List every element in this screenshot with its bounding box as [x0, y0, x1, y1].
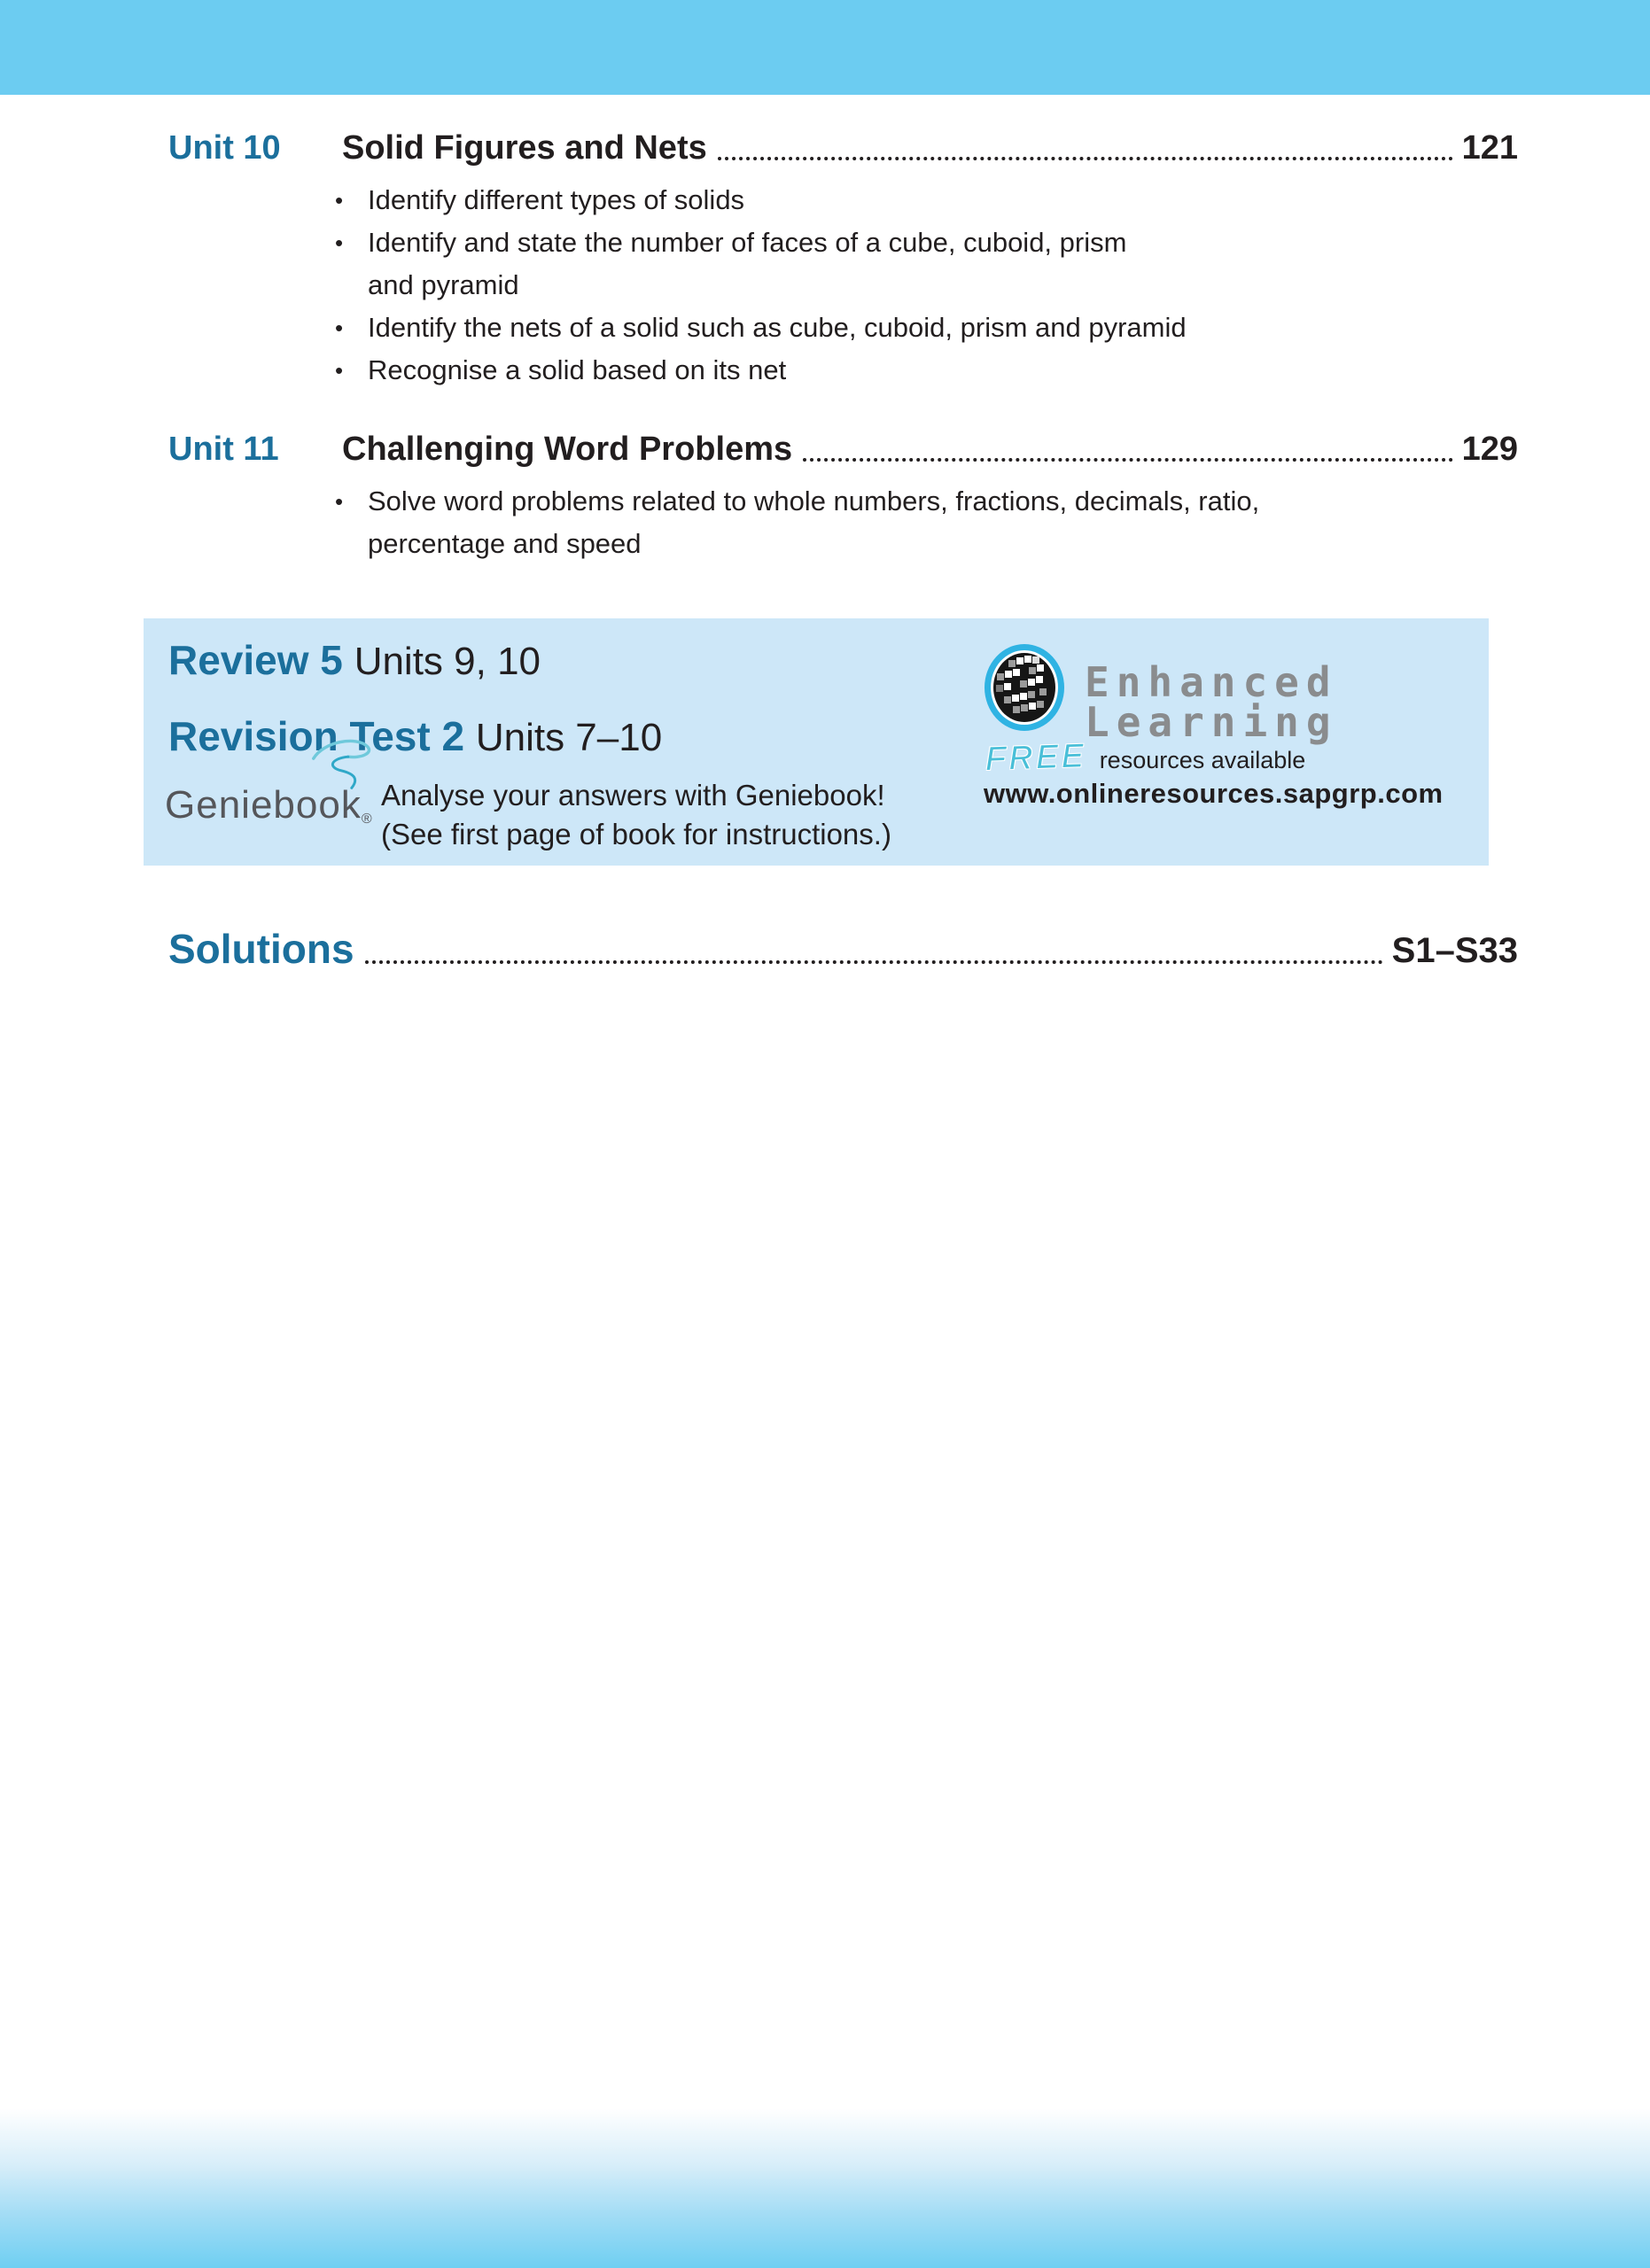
geniebook-note-line2: (See first page of book for instructions.): [381, 818, 891, 850]
review-5-line: [168, 638, 541, 683]
registered-mark: ®: [361, 812, 373, 827]
online-resources-url: www.onlineresources.sapgrp.com: [984, 778, 1444, 809]
unit-10-label: Unit 10: [168, 129, 281, 167]
bullet-text: Identify different types of solids: [368, 184, 745, 215]
free-resources-line: [985, 739, 1305, 776]
geniebook-wordmark: Geniebook®: [165, 783, 373, 827]
list-item: [335, 480, 1372, 565]
bullet-text: Identify the nets of a solid such as cube, cuboid, prism and pyramid: [368, 312, 1187, 343]
unit-10-title: Solid Figures and Nets: [342, 129, 707, 167]
enhanced-line: Enhanced: [1085, 658, 1338, 706]
geniebook-note: [381, 776, 966, 854]
bullet-icon: •: [335, 488, 344, 515]
unit-10-page-number: 121: [1461, 129, 1518, 167]
revision-test-2-units: Units 7–10: [475, 716, 663, 759]
top-banner: [0, 0, 1650, 95]
bullet-text: percentage and speed: [368, 528, 642, 559]
bullet-text: and pyramid: [368, 269, 519, 300]
toc-entry-unit-11: [168, 431, 1518, 470]
toc-entry-solutions: [168, 927, 1518, 972]
review-revision-box: [144, 618, 1489, 866]
bullet-icon: •: [335, 229, 344, 256]
bullet-icon: •: [335, 187, 344, 214]
bullet-text: Solve word problems related to whole numbers, fractions, decimals, ratio,: [368, 485, 1260, 517]
unit-10-objectives: [335, 179, 1372, 392]
enhanced-learning-icon: [984, 643, 1065, 736]
revision-test-2-label: Revision Test 2: [168, 713, 465, 759]
learning-line: Learning: [1085, 698, 1338, 746]
bottom-gradient-banner: [0, 2109, 1650, 2268]
dotted-leader: [718, 157, 1453, 160]
toc-entry-unit-10: [168, 129, 1518, 168]
bullet-text: Recognise a solid based on its net: [368, 354, 787, 385]
revision-test-2-line: [168, 714, 662, 759]
review-5-label: Review 5: [168, 637, 343, 683]
bullet-icon: •: [335, 315, 344, 341]
enhanced-learning-wordmark: [1085, 658, 1338, 746]
unit-11-label: Unit 11: [168, 431, 279, 468]
list-item: [335, 221, 1372, 307]
resources-available-label: resources available: [1099, 747, 1306, 773]
bullet-text: Identify and state the number of faces of a cube, cuboid, prism: [368, 227, 1127, 258]
dotted-leader: [365, 960, 1383, 964]
unit-11-page-number: 129: [1461, 431, 1518, 468]
bullet-icon: •: [335, 357, 344, 384]
dotted-leader: [803, 458, 1452, 462]
unit-11-objectives: [335, 480, 1372, 565]
list-item: [335, 307, 1372, 349]
solutions-label: Solutions: [168, 926, 354, 972]
solutions-page-number: S1–S33: [1391, 930, 1518, 970]
unit-11-title: Challenging Word Problems: [342, 431, 793, 468]
free-label: FREE: [985, 737, 1088, 777]
review-5-units: Units 9, 10: [354, 640, 541, 683]
list-item: [335, 179, 1372, 221]
list-item: [335, 349, 1372, 392]
geniebook-note-line1: Analyse your answers with Geniebook!: [381, 779, 885, 812]
